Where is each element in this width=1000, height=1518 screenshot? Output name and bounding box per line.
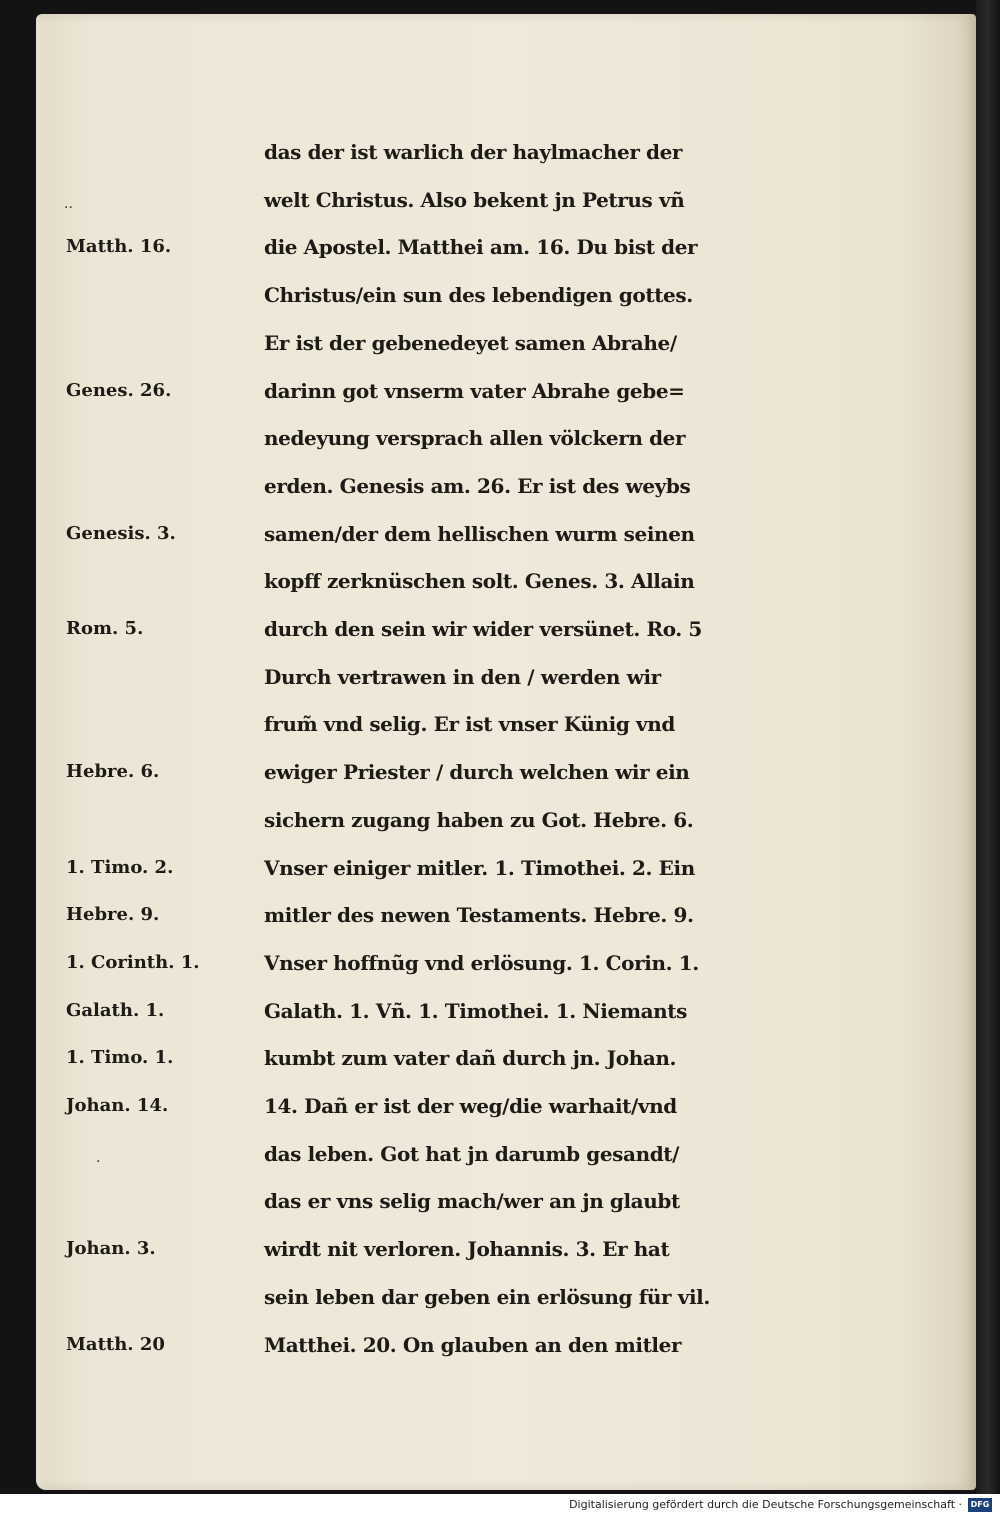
ink-speck: ··	[64, 200, 73, 216]
marginal-reference: 1. Timo. 2.	[66, 856, 174, 878]
text-line: Christus/ein sun des lebendigen gottes.	[264, 283, 693, 308]
marginal-reference: Genes. 26.	[66, 379, 172, 401]
marginal-reference: Johan. 3.	[66, 1238, 156, 1260]
marginal-reference: Matth. 16.	[66, 236, 172, 258]
marginal-reference: Hebre. 9.	[66, 904, 160, 926]
text-line: samen/der dem hellischen wurm seinen	[264, 521, 695, 546]
text-line: mitler des newen Testaments. Hebre. 9.	[264, 903, 694, 928]
text-line: 14. Dañ er ist der weg/die warhait/vnd	[264, 1094, 677, 1118]
text-line: das der ist warlich der haylmacher der	[264, 140, 683, 164]
text-line: kumbt zum vater dañ durch jn. Johan.	[264, 1046, 677, 1071]
text-line: das er vns selig mach/wer an jn glaubt	[264, 1189, 680, 1214]
text-line: ewiger Priester / durch welchen wir ein	[264, 760, 690, 785]
text-line: Galath. 1. Vñ. 1. Timothei. 1. Niemants	[264, 998, 687, 1023]
marginal-reference: Rom. 5.	[66, 618, 144, 639]
marginal-reference: 1. Timo. 1.	[66, 1047, 174, 1069]
dfg-logo-icon: DFG	[968, 1498, 992, 1512]
text-line: wirdt nit verloren. Johannis. 3. Er hat	[264, 1237, 670, 1262]
book-spine-edge	[976, 0, 1000, 1494]
text-line: durch den sein wir wider versünet. Ro. 5	[264, 617, 702, 641]
text-line: Vnser einiger mitler. 1. Timothei. 2. Ein	[264, 855, 695, 880]
text-line: welt Christus. Also bekent jn Petrus vñ	[264, 187, 685, 212]
marginal-reference: Johan. 14.	[66, 1095, 169, 1116]
text-line: frum̃ vnd selig. Er ist vnser Künig vnd	[264, 712, 675, 737]
footer-credit: Digitalisierung gefördert durch die Deutsche Forschungsgemeinschaft ·	[569, 1498, 962, 1511]
text-line: Er ist der gebenedeyet samen Abrahe/	[264, 330, 677, 355]
text-line: erden. Genesis am. 26. Er ist des weybs	[264, 473, 691, 498]
digitization-footer	[0, 1494, 1000, 1518]
marginal-reference: Genesis. 3.	[66, 522, 176, 544]
marginal-reference: Hebre. 6.	[66, 761, 160, 783]
marginal-reference: 1. Corinth. 1.	[66, 951, 200, 973]
marginal-reference: Matth. 20	[66, 1333, 165, 1355]
book-page	[36, 14, 976, 1490]
text-line: kopff zerknüschen solt. Genes. 3. Allain	[264, 569, 695, 594]
text-line: die Apostel. Matthei am. 16. Du bist der	[264, 235, 698, 260]
text-line: darinn got vnserm vater Abrahe gebe=	[264, 378, 685, 403]
text-line: das leben. Got hat jn darumb gesandt/	[264, 1141, 680, 1166]
marginal-reference: Galath. 1.	[66, 999, 165, 1021]
text-line: nedeyung versprach allen völckern der	[264, 426, 686, 451]
text-line: sichern zugang haben zu Got. Hebre. 6.	[264, 807, 694, 832]
text-line: sein leben dar geben ein erlösung für vil.	[264, 1284, 710, 1309]
text-line: Vnser hoffnũg vnd erlösung. 1. Corin. 1.	[264, 950, 699, 975]
text-line: Durch vertrawen in den / werden wir	[264, 664, 661, 689]
ink-speck: ·	[96, 1154, 101, 1170]
text-line: Matthei. 20. On glauben an den mitler	[264, 1332, 682, 1357]
